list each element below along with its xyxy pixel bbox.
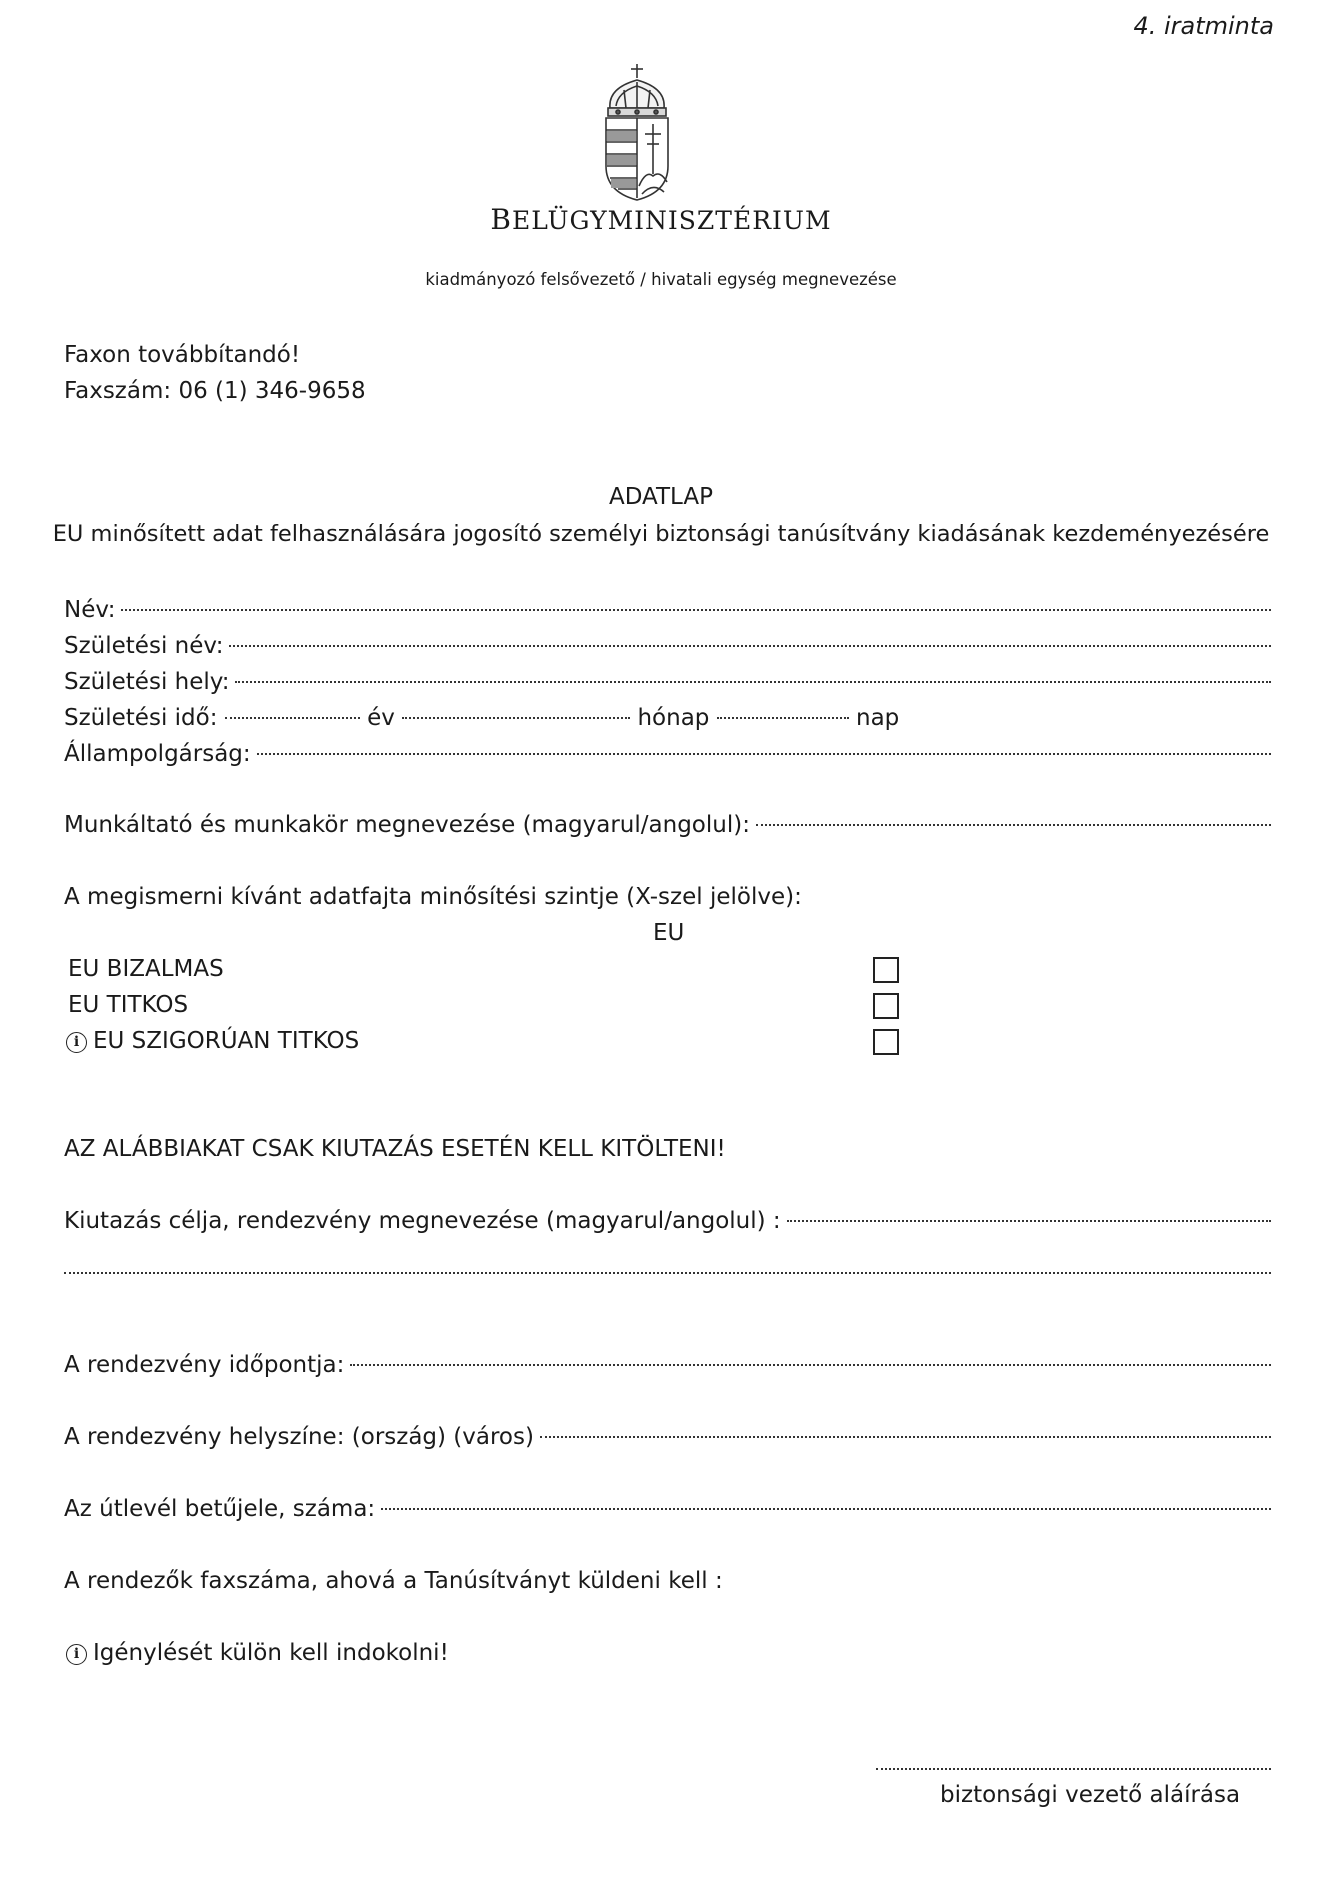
birth-name-dotted-line bbox=[229, 645, 1271, 647]
birth-name-field[interactable] bbox=[64, 631, 1271, 661]
event-place-dotted-line bbox=[540, 1436, 1271, 1438]
ministry-name-rest: ELÜGYMINISZTÉRIUM bbox=[511, 206, 832, 235]
travel-purpose-continuation[interactable] bbox=[64, 1278, 1271, 1280]
form-title: ADATLAP bbox=[609, 484, 713, 510]
birth-place-dotted-line bbox=[235, 681, 1271, 683]
employer-dotted-line bbox=[756, 824, 1271, 826]
ministry-name bbox=[0, 203, 1322, 236]
passport-label: Az útlevél betűjele, száma: bbox=[64, 1496, 376, 1522]
citizenship-field[interactable] bbox=[64, 739, 1271, 769]
travel-purpose-label: Kiutazás célja, rendezvény megnevezése (magyarul/angolul) : bbox=[64, 1208, 781, 1234]
issuing-unit-label: kiadmányozó felsővezető / hivatali egység megnevezése bbox=[425, 270, 897, 289]
month-label: hónap bbox=[637, 705, 710, 731]
level-label-eu-titkos: EU TITKOS bbox=[68, 992, 189, 1018]
name-field[interactable] bbox=[64, 595, 1271, 625]
document-number: 4. iratminta bbox=[1133, 12, 1274, 40]
citizenship-label: Állampolgárság: bbox=[64, 741, 251, 767]
event-date-dotted-line bbox=[350, 1364, 1271, 1366]
fax-note: Faxon továbbítandó! bbox=[64, 342, 301, 368]
classification-label: A megismerni kívánt adatfajta minősítési szintje (X-szel jelölve): bbox=[64, 884, 802, 910]
birth-date-label: Születési idő: bbox=[64, 705, 218, 731]
coat-of-arms-icon bbox=[596, 62, 678, 202]
birth-date-field[interactable] bbox=[64, 703, 899, 733]
birth-place-field[interactable] bbox=[64, 667, 1271, 697]
info-icon: i bbox=[66, 1644, 87, 1665]
ministry-initial: B bbox=[490, 203, 512, 236]
birth-year-dotted-line bbox=[225, 717, 360, 719]
year-label: év bbox=[367, 705, 395, 731]
birth-name-label: Születési név: bbox=[64, 633, 224, 659]
justification-note: Igénylését külön kell indokolni! bbox=[93, 1640, 449, 1666]
name-label: Név: bbox=[64, 597, 116, 623]
signature-label: biztonsági vezető aláírása bbox=[940, 1782, 1241, 1808]
level-row-eu-szigoruan-titkos bbox=[66, 1026, 359, 1056]
citizenship-dotted-line bbox=[257, 753, 1271, 755]
checkbox-eu-szigoruan-titkos[interactable] bbox=[873, 1029, 899, 1055]
level-label-eu-szigoruan-titkos: EU SZIGORÚAN TITKOS bbox=[93, 1028, 360, 1054]
classification-column-header: EU bbox=[653, 920, 685, 946]
day-label: nap bbox=[856, 705, 900, 731]
fax-number: Faxszám: 06 (1) 346-9658 bbox=[64, 378, 366, 404]
travel-purpose-field[interactable] bbox=[64, 1206, 1271, 1236]
birth-month-dotted-line bbox=[402, 717, 630, 719]
info-icon: i bbox=[66, 1032, 87, 1053]
form-subtitle: EU minősített adat felhasználására jogosító személyi biztonsági tanúsítvány kiadásának kezdeményezésére bbox=[52, 521, 1270, 547]
travel-purpose-dotted-line bbox=[787, 1220, 1271, 1222]
organizer-fax-label: A rendezők faxszáma, ahová a Tanúsítványt küldeni kell : bbox=[64, 1568, 723, 1594]
event-date-label: A rendezvény időpontja: bbox=[64, 1352, 345, 1378]
level-label-eu-bizalmas: EU BIZALMAS bbox=[68, 956, 224, 982]
name-dotted-line bbox=[121, 609, 1271, 611]
signature-dotted-line[interactable] bbox=[876, 1768, 1271, 1770]
travel-section-heading: AZ ALÁBBIAKAT CSAK KIUTAZÁS ESETÉN KELL KITÖLTENI! bbox=[64, 1136, 726, 1162]
passport-field[interactable] bbox=[64, 1494, 1271, 1524]
birth-day-dotted-line bbox=[717, 717, 849, 719]
employer-label: Munkáltató és munkakör megnevezése (magyarul/angolul): bbox=[64, 812, 750, 838]
event-date-field[interactable] bbox=[64, 1350, 1271, 1380]
employer-field[interactable] bbox=[64, 810, 1271, 840]
birth-place-label: Születési hely: bbox=[64, 669, 230, 695]
event-place-field[interactable] bbox=[64, 1422, 1271, 1452]
event-place-label: A rendezvény helyszíne: (ország) (város) bbox=[64, 1424, 534, 1450]
passport-dotted-line bbox=[381, 1508, 1271, 1510]
checkbox-eu-bizalmas[interactable] bbox=[873, 957, 899, 983]
justification-note-row bbox=[66, 1638, 449, 1668]
travel-purpose-second-dotted-line bbox=[64, 1272, 1271, 1274]
checkbox-eu-titkos[interactable] bbox=[873, 993, 899, 1019]
